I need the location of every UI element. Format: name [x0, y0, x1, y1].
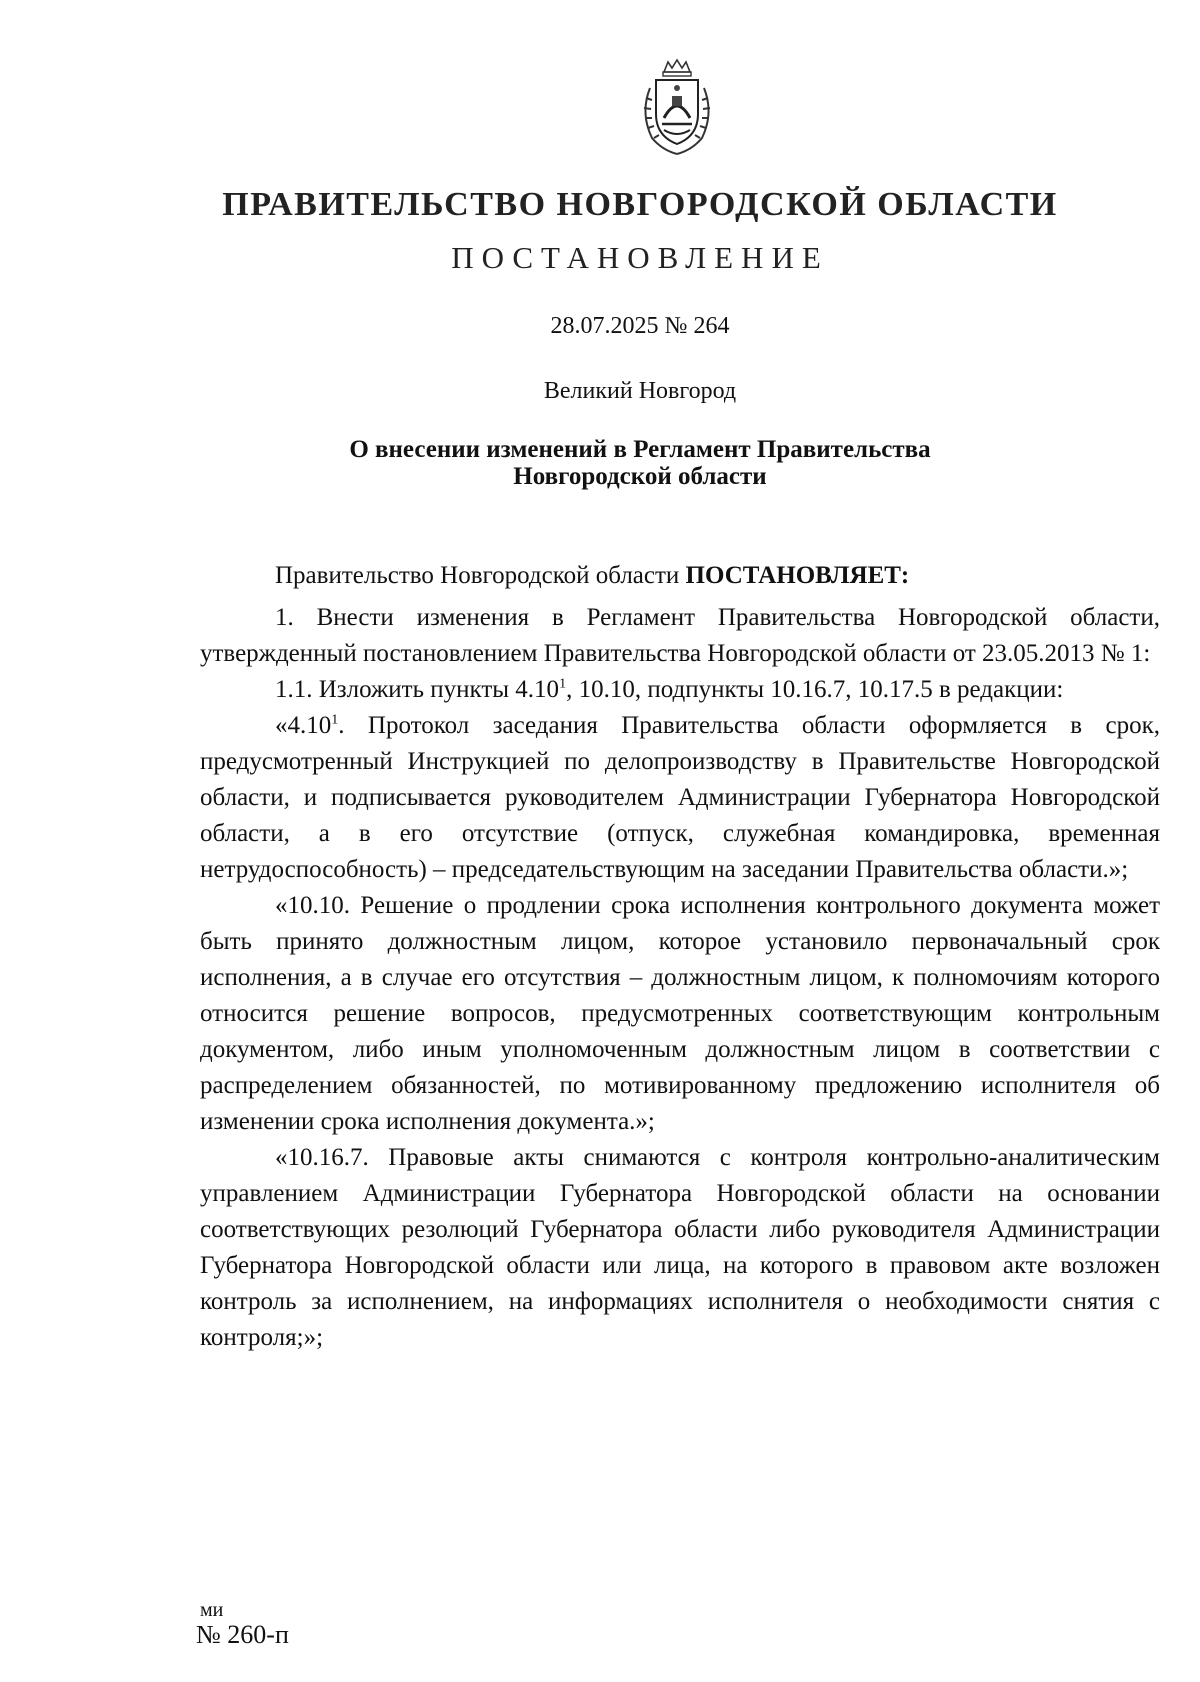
footer-code: ми: [200, 1599, 224, 1621]
paragraph-4-10-1-sup: 1: [331, 712, 339, 728]
coat-of-arms-icon: [636, 58, 718, 158]
paragraph-1-1-text-b: , 10.10, подпункты 10.16.7, 10.17.5 в редакции:: [566, 676, 1064, 703]
paragraph-1-1: [200, 672, 1160, 708]
document-subject: [0, 436, 1200, 490]
paragraph-1-1-sup: 1: [559, 676, 567, 692]
organization-title: ПРАВИТЕЛЬСТВО НОВГОРОДСКОЙ ОБЛАСТИ: [222, 186, 1058, 223]
paragraph-4-10-1-text-b: . Протокол заседания Правительства области оформляется в срок, предусмотренный Инструкцией по делопроизводству в Правительстве Новгородской области, и подписывается руководителем Администрации Губернатора Новгородской области, а в его отсутствие (отпуск, служебная командировка, временная нетрудоспособность) – председательствующим на заседании Правительства области.»;: [200, 712, 1160, 883]
document-date-number: 28.07.2025 № 264: [550, 313, 730, 339]
paragraph-4-10-1-text-a: «4.10: [275, 712, 332, 739]
paragraph-1-1-text-a: 1.1. Изложить пункты 4.10: [275, 676, 560, 703]
intro-paragraph: [200, 558, 1160, 594]
paragraph-4-10-1: [200, 708, 1160, 888]
document-city: Великий Новгород: [543, 378, 737, 404]
paragraph-1: 1. Внести изменения в Регламент Правительства Новгородской области, утвержденный постановлением Правительства Новгородской области от 23.05.2013 № 1:: [200, 604, 1160, 667]
document-body: [200, 558, 1160, 1356]
paragraph-10-10: «10.10. Решение о продлении срока исполнения контрольного документа может быть принято должностным лицом, которое установило первоначальный срок исполнения, а в случае его отсутствия – должностным лицом, к полномочиям которого относится решение вопросов, предусмотренных соответствующим контрольным документом, либо иным уполномоченным должностным лицом в соответствии с распределением обязанностей, по мотивированному предложению исполнителя об изменении срока исполнения документа.»;: [200, 892, 1160, 1135]
footer-document-number: № 260-п: [196, 1620, 289, 1649]
document-type: ПОСТАНОВЛЕНИЕ: [451, 240, 829, 275]
intro-resolves: ПОСТАНОВЛЯЕТ:: [685, 562, 910, 589]
intro-text: Правительство Новгородской области: [275, 562, 686, 589]
subject-line-2: Новгородской области: [513, 463, 767, 490]
paragraph-10-16-7: «10.16.7. Правовые акты снимаются с контроля контрольно-аналитическим управлением Администрации Губернатора Новгородской области на основании соответствующих резолюций Губернатора области либо руководителя Администрации Губернатора Новгородской области или лица, на которого в правовом акте возложен контроль за исполнением, на информациях исполнителя о необходимости снятия с контроля;»;: [200, 1144, 1160, 1351]
subject-line-1: О внесении изменений в Регламент Правительства: [349, 436, 931, 463]
